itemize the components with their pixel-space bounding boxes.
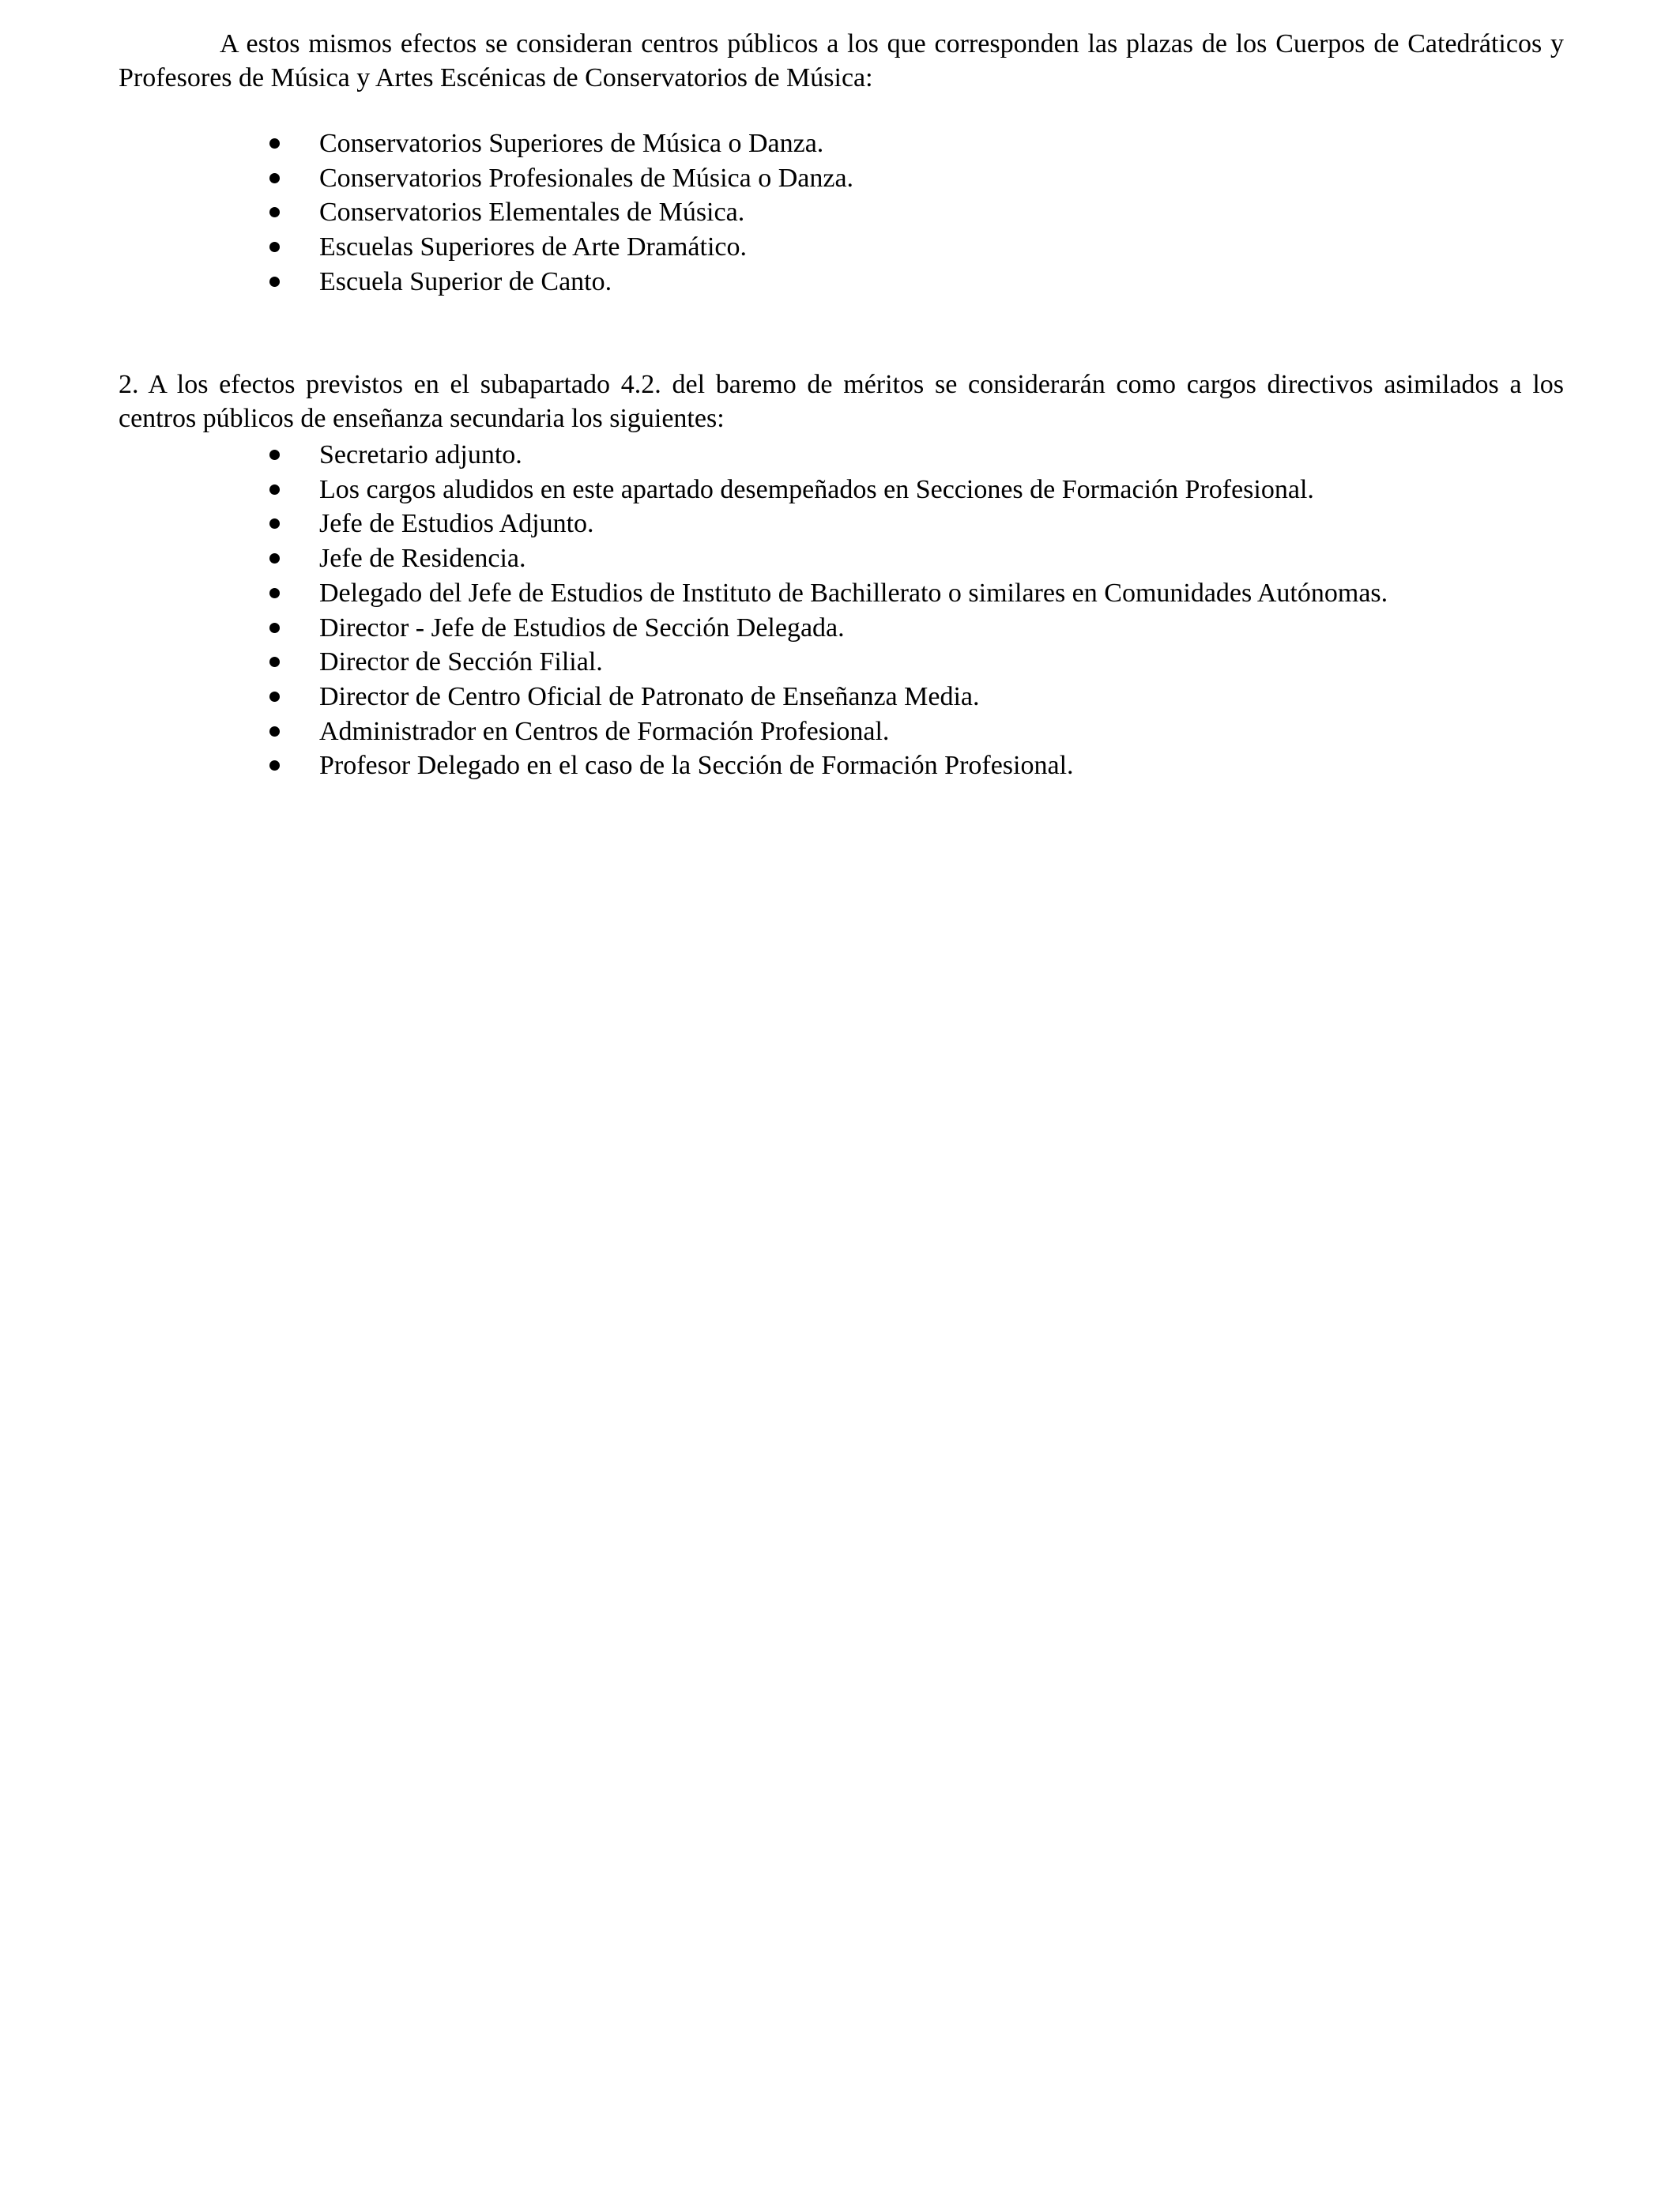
list-item <box>319 473 1388 507</box>
list-item <box>319 161 853 196</box>
bullet-icon <box>269 242 280 252</box>
bullet-icon <box>269 692 280 702</box>
list-item-text: Escuela Superior de Canto. <box>319 266 612 296</box>
list-item <box>319 576 1388 611</box>
list-item <box>319 265 853 300</box>
list-item-text: Profesor Delegado en el caso de la Sección de Formación Profesional. <box>319 751 1074 781</box>
bullet-icon <box>269 277 280 287</box>
bullet-icon <box>269 623 280 633</box>
bullet-icon <box>269 207 280 217</box>
bullet-icon <box>269 173 280 183</box>
list-item-text: Conservatorios Profesionales de Música o Danza. <box>319 163 854 193</box>
list-item-text: Los cargos aludidos en este apartado desempeñados en Secciones de Formación Profesional. <box>319 474 1314 504</box>
bullet-icon <box>269 484 280 495</box>
list-item <box>319 507 1388 541</box>
list-item-text: Secretario adjunto. <box>319 440 522 469</box>
list-item <box>319 714 1388 749</box>
list-item <box>319 126 853 161</box>
bullet-icon <box>269 760 280 771</box>
bullet-icon <box>269 450 280 460</box>
list-item-text: Conservatorios Elementales de Música. <box>319 198 745 228</box>
list-item-text: Conservatorios Superiores de Música o Danza. <box>319 129 824 158</box>
list-item-text: Jefe de Residencia. <box>319 544 526 574</box>
list-item-text: Escuelas Superiores de Arte Dramático. <box>319 232 747 262</box>
bullet-icon <box>269 588 280 598</box>
list-item-text: Delegado del Jefe de Estudios de Instituto de Bachillerato o similares en Comunidades Autónomas. <box>319 578 1388 608</box>
bullet-icon <box>269 553 280 564</box>
paragraph-conservatorios-intro: A estos mismos efectos se consideran centros públicos a los que corresponden las plazas de los Cuerpos de Catedráticos y Profesores de Música y Artes Escénicas de Conservatorios de Música: <box>119 29 1564 92</box>
list-item-text: Administrador en Centros de Formación Profesional. <box>319 716 890 746</box>
bullet-icon <box>269 726 280 737</box>
list-item-text: Director - Jefe de Estudios de Sección Delegada. <box>319 613 845 643</box>
list-item <box>319 748 1388 783</box>
list-item <box>319 438 1388 473</box>
list-item-text: Director de Centro Oficial de Patronato de Enseñanza Media. <box>319 681 980 711</box>
list-item <box>319 195 853 230</box>
cargos-directivos-list <box>319 438 1388 783</box>
bullet-icon <box>269 657 280 667</box>
list-item <box>319 541 1388 576</box>
list-item-text: Jefe de Estudios Adjunto. <box>319 509 594 539</box>
bullet-icon <box>269 518 280 529</box>
list-item-text: Director de Sección Filial. <box>319 647 603 677</box>
conservatorios-list <box>319 126 853 300</box>
list-item <box>319 611 1388 646</box>
list-item <box>319 230 853 265</box>
bullet-icon <box>269 138 280 149</box>
list-item <box>319 680 1388 714</box>
list-item <box>319 645 1388 680</box>
paragraph-cargos-directivos: 2. A los efectos previstos en el subapartado 4.2. del baremo de méritos se considerarán como cargos directivos asimilados a los centros públicos de enseñanza secundaria los siguientes: <box>119 370 1564 433</box>
